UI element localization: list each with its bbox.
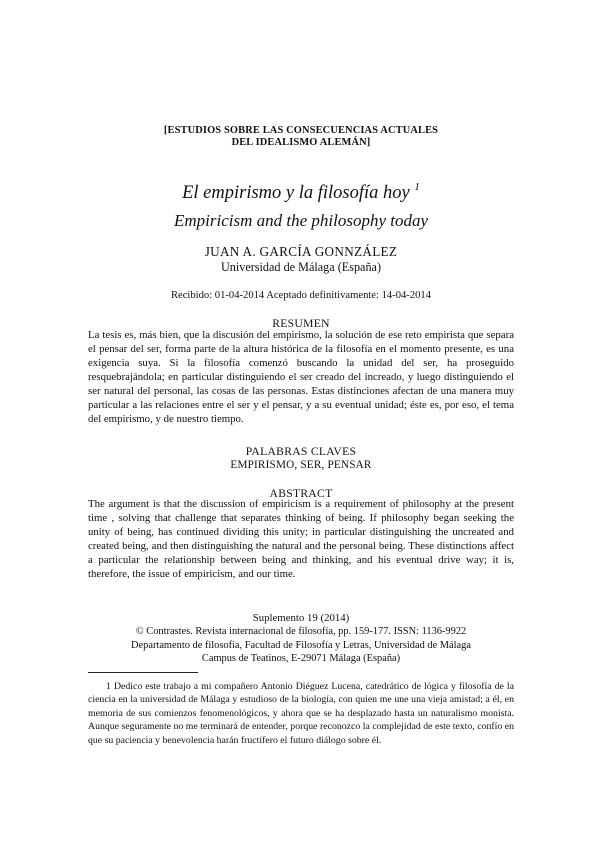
keywords-text: EMPIRISMO, SER, PENSAR	[230, 459, 372, 471]
footnote-divider	[88, 672, 198, 673]
publication-info	[88, 625, 514, 666]
campus-line: Campus de Teatinos, E-29071 Málaga (España)	[201, 653, 401, 664]
supplement-info: Suplemento 19 (2014)	[252, 612, 350, 624]
department-line: Departamento de filosofía, Facultad de Filosofía y Letras, Universidad de Málaga	[131, 639, 471, 651]
title-spanish-text: El empirismo y la filosofía hoy	[182, 183, 410, 203]
abstract-heading: ABSTRACT	[269, 487, 333, 500]
author-affiliation: Universidad de Málaga (España)	[220, 260, 382, 274]
resumen-text: La tesis es, más bien, que la discusión del empirismo, la solución de ese reto empirista que separa el pensar del ser, forma parte de la altura histórica de la filosofía en el momento presente, es una exigencia suya. Si la filosofía comenzó buscando la unidad del ser, ha proseguido resquebrajándola; en particular distinguiendo el ser creado del increado, y luego distinguiendo el ser natural del personal, las cosas de las personas. Estas distinciones afectan de una manera muy particular a las relaciones entre el ser y el pensar, y a su eventual unidad; éste es, por eso, el tema del empirismo, y de nuestro tiempo.	[88, 329, 514, 425]
author-name: JUAN A. GARCÍA GONNZÁLEZ	[204, 244, 398, 259]
title-spanish	[88, 176, 514, 204]
resumen-heading: RESUMEN	[272, 317, 330, 330]
journal-line: © Contrastes. Revista internacional de filosofía, pp. 159-177. ISSN: 1136-9922	[135, 626, 467, 637]
submission-dates: Recibido: 01-04-2014 Aceptado definitivamente: 14-04-2014	[170, 290, 432, 301]
section-title	[88, 125, 514, 149]
footnote-1: 1 Dedico este trabajo a mi compañero Antonio Diéguez Lucena, catedrático de lógica y filosofía de la ciencia en la universidad de Málaga y estudioso de la biología, con quien me une una vieja amistad; a él, en memoria de sus comienzos fenomenológicos, y ahora que se ha desplazado hasta un naturalismo monista. Aunque seguramente no me terminará de entender, porque reconozco la complejidad de este texto, confío en que su paciencia y benevolencia harán fructífero el futuro diálogo sobre él.	[88, 681, 514, 746]
title-english: Empiricism and the philosophy today	[173, 211, 429, 230]
section-title-line2: DEL IDEALISMO ALEMÁN]	[231, 137, 371, 148]
abstract-text: The argument is that the discussion of empiricism is a requirement of philosophy at the present time , solving that challenge that separates thinking of being. If philosophy began seeking the unity of being, has continued dividing this unity; in particular distinguishing the uncreated and created being, and then distinguishing the natural and the personal being. These distinctions affect a particular the relationship between being and thinking, and his eventual drive way; it is, therefore, the issue of empiricism, and our time.	[88, 498, 514, 580]
keywords-heading: PALABRAS CLAVES	[245, 445, 357, 458]
section-title-line1: [ESTUDIOS SOBRE LAS CONSECUENCIAS ACTUALES	[163, 125, 439, 136]
title-footnote-marker: 1	[414, 181, 420, 193]
